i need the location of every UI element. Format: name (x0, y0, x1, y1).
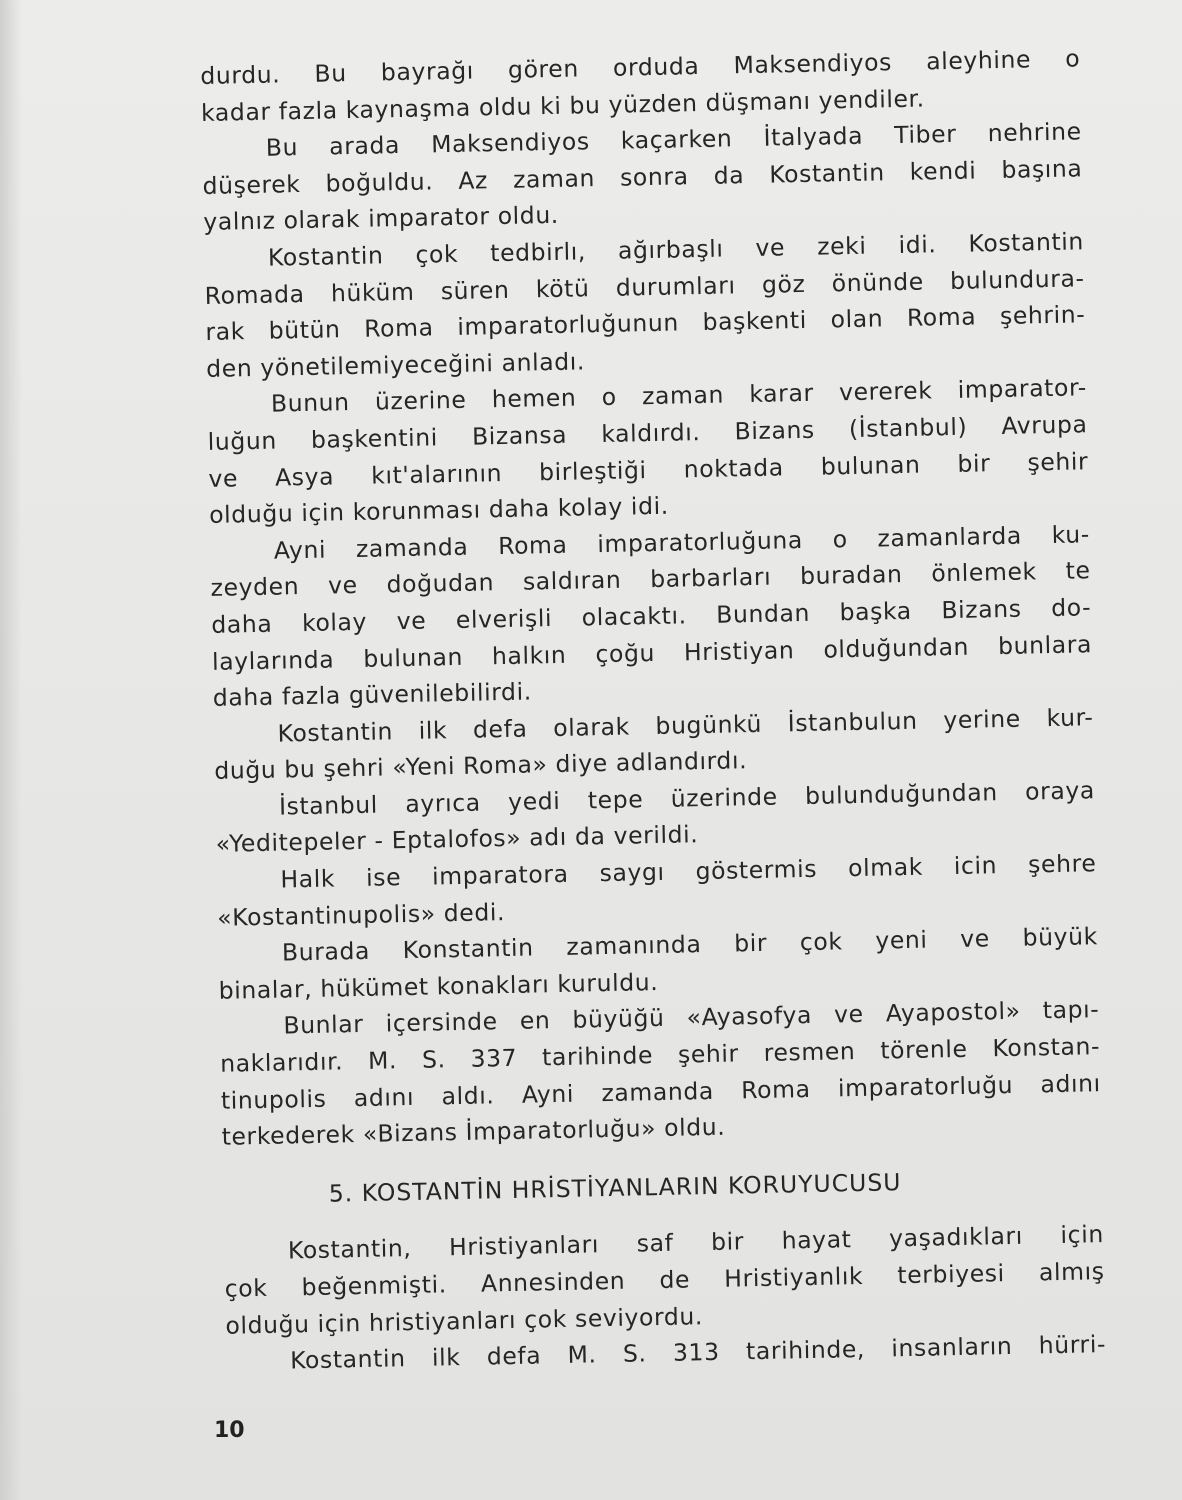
text-line: Bunlar içersinde en büyüğü «Ayasofya ve Ayapostol» tapı- (283, 995, 1100, 1040)
text-line: durdu. Bu bayrağı gören orduda Maksendiyos aleyhine o (200, 44, 1081, 90)
text-line: binalar, hükümet konakları kuruldu. (218, 967, 659, 1005)
text-line: laylarında bulunan halkın çoğu Hristiyan olduğundan bunlara (211, 629, 1093, 676)
text-line: Bu arada Maksendiyos kaçarken İtalyada Tiber nehrine (265, 117, 1082, 162)
text-line: İstanbul ayrıca yedi tepe üzerinde bulunduğundan oraya (278, 776, 1096, 821)
text-line: Ayni zamanda Roma imparatorluğuna o zamanlarda ku- (273, 519, 1091, 565)
text-line: kadar fazla kaynaşma oldu ki bu yüzden düşmanı yendiler. (200, 84, 925, 127)
text-line: terkederek «Bizans İmparatorluğu» oldu. (221, 1112, 726, 1151)
text-line: Burada Konstantin zamanında bir çok yeni ve büyük (281, 922, 1099, 967)
text-line: Halk ise imparatora saygı göstermis olmak icin şehre (280, 849, 1097, 894)
text-line: Kostantin çok tedbirlı, ağırbaşlı ve zeki idi. Kostantin (267, 227, 1085, 272)
text-line: «Kostantinupolis» dedi. (216, 897, 506, 932)
text-line: luğun başkentini Bizansa kaldırdı. Bizans (İstanbul) Avrupa (207, 410, 1088, 456)
text-line: Kostantin ilk defa M. S. 313 tarihinde, insanların hürri- (289, 1330, 1107, 1375)
text-line: olduğu için korunması daha kolay idi. (208, 491, 670, 530)
text-line: Kostantin, Hristiyanları saf bir hayat yaşadıkları için (287, 1220, 1105, 1265)
text-line: Romada hüküm süren kötü durumları göz önünde bulundura- (204, 263, 1085, 310)
text-line: duğu bu şehri «Yeni Roma» diye adlandırdı. (214, 746, 748, 786)
text-line: rak bütün Roma imparatorluğunun başkenti olan Roma şehrin- (205, 300, 1086, 347)
text-line: tinupolis adını aldı. Ayni zamanda Roma imparatorluğu adını (220, 1068, 1102, 1115)
text-line: düşerek boğuldu. Az zaman sonra da Kostantin kendi başına (202, 154, 1083, 200)
text-line: Bunun üzerine hemen o zaman karar vererek imparator- (270, 373, 1088, 418)
page-body (200, 40, 1106, 1380)
text-line: olduğu için hristiyanları çok seviyordu. (225, 1301, 704, 1340)
text-line: ve Asya kıt'alarının birleştiği noktada bulunan bir şehir (208, 446, 1089, 493)
section-heading: 5. KOSTANTİN HRİSTİYANLARIN KORUYUCUSU (328, 1167, 902, 1208)
body-text-section-2 (224, 1217, 1107, 1381)
body-text-section-1 (200, 40, 1102, 1155)
text-line: daha fazla güvenilebilirdi. (212, 677, 533, 712)
text-line: daha kolay ve elverişli olacaktı. Bundan başka Bizans do- (211, 593, 1092, 639)
binding-edge-shadow (0, 0, 22, 1500)
text-line: naklarıdır. M. S. 337 tarihinde şehir resmen törenle Konstan- (219, 1032, 1101, 1078)
text-line: den yönetilemiyeceğini anladı. (205, 347, 586, 383)
text-line: yalnız olarak imparator oldu. (203, 201, 560, 237)
text-line: «Yeditepeler - Eptalofos» adı da verildi. (215, 820, 699, 859)
text-line: Kostantin ilk defa olarak bugünkü İstanbulun yerine kur- (277, 702, 1094, 748)
text-line: çok beğenmişti. Annesinden de Hristiyanlık terbiyesi almış (224, 1257, 1105, 1303)
page-number: 10 (214, 1418, 245, 1443)
text-line: zeyden ve doğudan saldıran barbarları buradan önlemek te (210, 556, 1091, 603)
